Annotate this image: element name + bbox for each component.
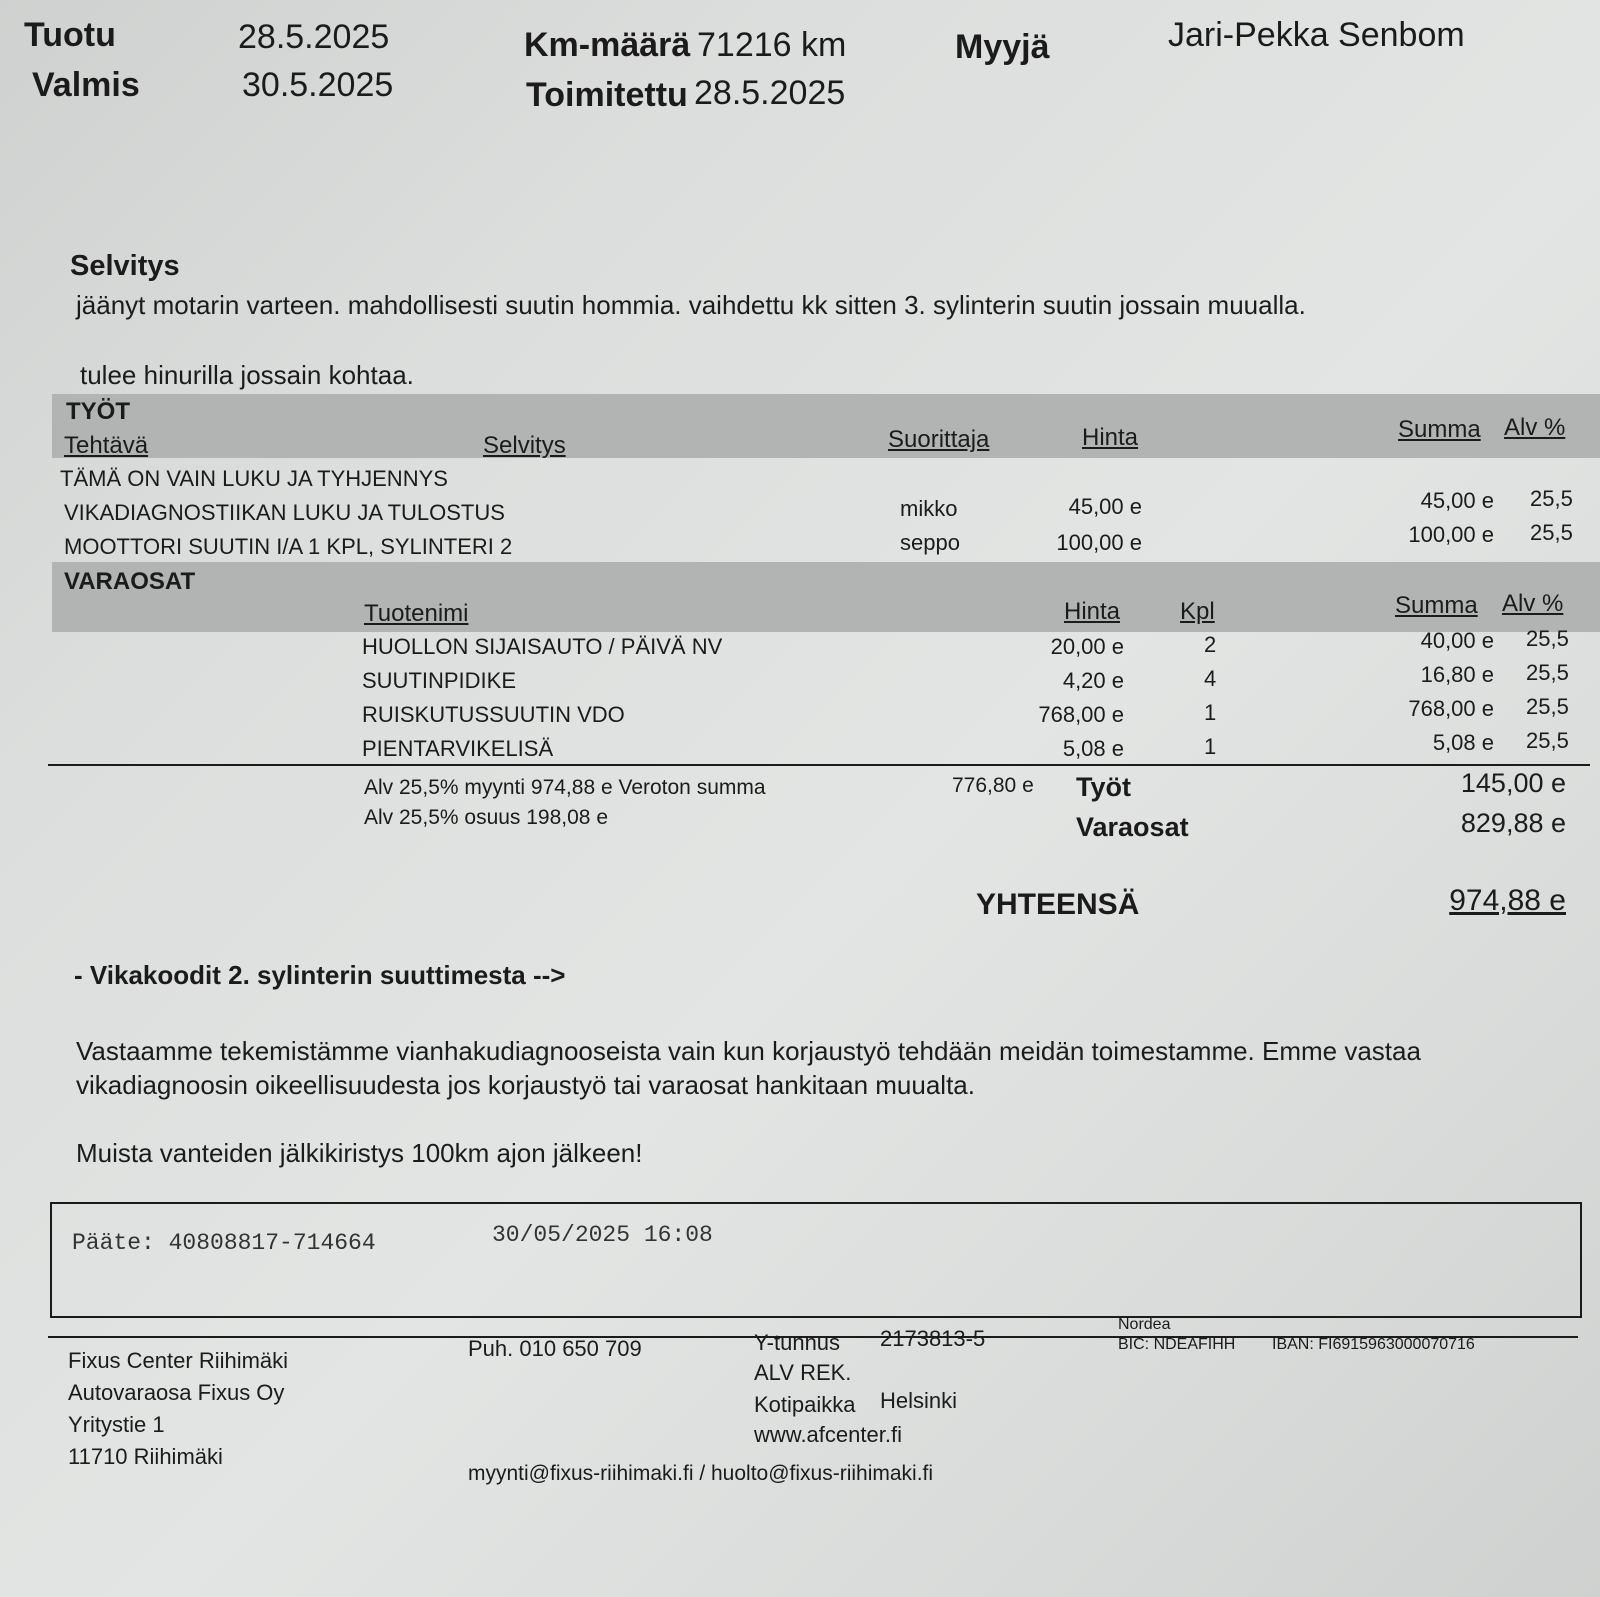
col-selvitys: Selvitys	[483, 432, 566, 459]
alv-myynti: Alv 25,5% myynti 974,88 e Veroton summa	[364, 776, 766, 799]
col-varaosat-hinta: Hinta	[1064, 598, 1121, 625]
varaosat-header-band	[52, 562, 1600, 632]
row-tehtava: MOOTTORI SUUTIN I/A 1 KPL, SYLINTERI 2	[64, 534, 513, 559]
footer-ytunnus-label: Y-tunnus	[754, 1330, 841, 1355]
row-alv: 25,5	[1526, 660, 1569, 685]
col-tuotenimi: Tuotenimi	[364, 600, 469, 627]
row-tehtava: VIKADIAGNOSTIIKAN LUKU JA TULOSTUS	[64, 500, 505, 525]
myyja-label: Myyjä	[955, 28, 1050, 66]
yhteensa-value: 974,88 e	[1449, 884, 1566, 917]
tyot-header-band	[52, 394, 1600, 458]
row-tuotenimi: PIENTARVIKELISÄ	[362, 736, 554, 761]
disclaimer-line-2: vikadiagnoosin oikeellisuudesta jos korjaustyö tai varaosat hankitaan muualta.	[76, 1070, 975, 1100]
col-suorittaja: Suorittaja	[888, 426, 990, 453]
row-tuotenimi: SUUTINPIDIKE	[362, 668, 517, 693]
varaosat-title: VARAOSAT	[64, 568, 196, 595]
row-kpl: 4	[1204, 666, 1217, 691]
row-alv: 25,5	[1526, 694, 1569, 719]
footer-alv-rek: ALV REK.	[754, 1360, 852, 1385]
row-tuotenimi: RUISKUTUSSUUTIN VDO	[362, 702, 625, 727]
row-summa: 16,80 e	[1420, 662, 1494, 687]
footer-bank: Nordea	[1118, 1316, 1171, 1333]
row-summa: 100,00 e	[1408, 522, 1494, 547]
tyot-title: TYÖT	[66, 398, 130, 425]
footer-kotipaikka-value: Helsinki	[880, 1388, 958, 1413]
row-suorittaja: seppo	[900, 530, 960, 555]
disclaimer-line-1: Vastaamme tekemistämme vianhakudiagnooseista vain kun korjaustyö tehdään meidän toimestamme. Emme vastaa	[76, 1036, 1421, 1066]
footer-website[interactable]: www.afcenter.fi	[754, 1422, 902, 1447]
km-value: 71216 km	[697, 26, 847, 64]
tuotu-label: Tuotu	[24, 16, 116, 54]
toimitettu-value: 28.5.2025	[694, 74, 846, 112]
footer-bic: BIC: NDEAFIHH	[1118, 1336, 1236, 1353]
myyja-value: Jari-Pekka Senbom	[1168, 16, 1465, 54]
terminal-box	[50, 1202, 1582, 1318]
row-kpl: 2	[1204, 632, 1217, 657]
footer-kotipaikka-label: Kotipaikka	[754, 1392, 856, 1417]
row-tuotenimi: HUOLLON SIJAISAUTO / PÄIVÄ NV	[362, 634, 723, 659]
tuotu-value: 28.5.2025	[238, 18, 390, 56]
col-tehtava: Tehtävä	[64, 432, 149, 459]
selvitys-line-2: tulee hinurilla jossain kohtaa.	[80, 360, 414, 390]
tyot-total-label: Työt	[1076, 772, 1131, 802]
tyot-total-value: 145,00 e	[1460, 768, 1566, 798]
valmis-value: 30.5.2025	[242, 66, 394, 104]
row-summa: 40,00 e	[1420, 628, 1494, 653]
col-summa: Summa	[1398, 416, 1481, 443]
terminal-paate: Pääte: 40808817-714664	[72, 1230, 376, 1256]
col-alv: Alv %	[1504, 414, 1566, 441]
footer-street: Yritystie 1	[68, 1412, 165, 1437]
row-kpl: 1	[1204, 734, 1217, 759]
tyot-note: TÄMÄ ON VAIN LUKU JA TYHJENNYS	[60, 466, 448, 491]
row-hinta: 4,20 e	[1062, 668, 1124, 693]
footer-emails[interactable]: myynti@fixus-riihimaki.fi / huolto@fixus-riihimaki.fi	[468, 1462, 934, 1485]
row-summa: 768,00 e	[1408, 696, 1494, 721]
toimitettu-label: Toimitettu	[526, 76, 688, 114]
row-hinta: 5,08 e	[1062, 736, 1124, 761]
footer-company-2: Autovaraosa Fixus Oy	[68, 1380, 285, 1405]
km-label: Km-määrä	[524, 26, 691, 64]
varaosat-total-value: 829,88 e	[1460, 808, 1566, 838]
row-alv: 25,5	[1526, 728, 1569, 753]
row-hinta: 45,00 e	[1068, 494, 1142, 519]
row-alv: 25,5	[1530, 486, 1573, 511]
veroton-summa: 776,80 e	[952, 774, 1034, 797]
col-kpl: Kpl	[1180, 598, 1215, 625]
totals-divider	[48, 764, 1590, 766]
row-suorittaja: mikko	[900, 496, 958, 521]
row-alv: 25,5	[1526, 626, 1569, 651]
yhteensa-label: YHTEENSÄ	[976, 888, 1140, 921]
selvitys-title: Selvitys	[70, 250, 180, 282]
row-hinta: 100,00 e	[1056, 530, 1142, 555]
col-varaosat-alv: Alv %	[1502, 590, 1564, 617]
footer-phone: Puh. 010 650 709	[468, 1336, 642, 1361]
varaosat-total-label: Varaosat	[1076, 812, 1189, 842]
row-summa: 5,08 e	[1432, 730, 1494, 755]
row-hinta: 768,00 e	[1038, 702, 1124, 727]
alv-osuus: Alv 25,5% osuus 198,08 e	[364, 806, 609, 829]
footer-city: 11710 Riihimäki	[68, 1444, 223, 1469]
col-hinta: Hinta	[1082, 424, 1139, 451]
footer-company-1: Fixus Center Riihimäki	[68, 1348, 289, 1373]
row-hinta: 20,00 e	[1050, 634, 1124, 659]
vikakoodit-note: - Vikakoodit 2. sylinterin suuttimesta -->	[74, 960, 566, 990]
reminder: Muista vanteiden jälkikiristys 100km ajon jälkeen!	[76, 1138, 643, 1168]
valmis-label: Valmis	[32, 66, 140, 104]
terminal-datetime: 30/05/2025 16:08	[492, 1222, 713, 1248]
col-varaosat-summa: Summa	[1395, 592, 1478, 619]
selvitys-line-1: jäänyt motarin varteen. mahdollisesti suutin hommia. vaihdettu kk sitten 3. sylinterin suutin jossain muualla.	[76, 290, 1306, 320]
row-summa: 45,00 e	[1420, 488, 1494, 513]
row-alv: 25,5	[1530, 520, 1573, 545]
row-kpl: 1	[1204, 700, 1217, 725]
footer-iban: IBAN: FI6915963000070716	[1272, 1336, 1475, 1353]
footer-ytunnus-value: 2173813-5	[880, 1326, 986, 1351]
